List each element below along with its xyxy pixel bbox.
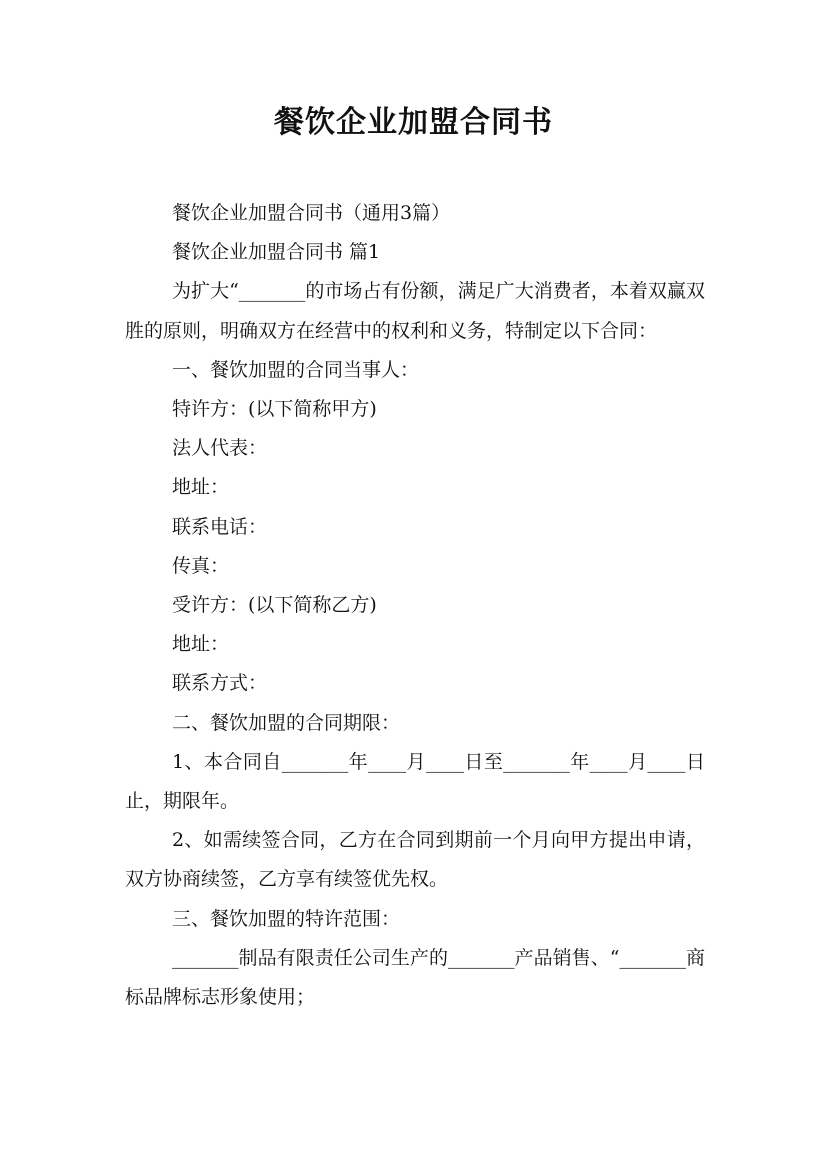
paragraph-section-heading: 餐饮企业加盟合同书 篇1 [172,241,381,264]
paragraph-intro: 为扩大“_______的市场占有份额，满足广大消费者，本着双赢双胜的原则，明确双方在经营中的权利和义务，特制定以下合同： [125,280,705,342]
document-body [125,194,705,1017]
paragraph-fax: 传真： [172,554,230,577]
paragraph-term-2: 2、如需续签合同，乙方在合同到期前一个月向甲方提出申请，双方协商续签，乙方享有续签优先权。 [125,829,705,891]
paragraph-address-b: 地址： [172,633,230,656]
paragraph-address-a: 地址： [172,476,230,499]
paragraph-franchisee: 受许方：(以下简称乙方) [172,594,377,617]
paragraph-scope-heading: 三、餐饮加盟的特许范围： [172,907,401,930]
paragraph-parties-heading: 一、餐饮加盟的合同当事人： [172,358,420,381]
document-title: 餐饮企业加盟合同书 [274,105,553,140]
paragraph-phone: 联系电话： [172,515,268,538]
paragraph-subtitle: 餐饮企业加盟合同书（通用3篇） [172,202,451,224]
paragraph-franchisor: 特许方：(以下简称甲方) [172,398,377,421]
paragraph-legal-rep: 法人代表： [172,437,268,460]
paragraph-term-1: 1、本合同自_______年____月____日至_______年____月____日止，期限年。 [125,750,705,813]
paragraph-contact: 联系方式： [172,672,268,695]
paragraph-scope-1: _______制品有限责任公司生产的_______产品销售、“_______商标品牌标志形象使用； [125,946,705,1009]
paragraph-term-heading: 二、餐饮加盟的合同期限： [172,711,401,734]
